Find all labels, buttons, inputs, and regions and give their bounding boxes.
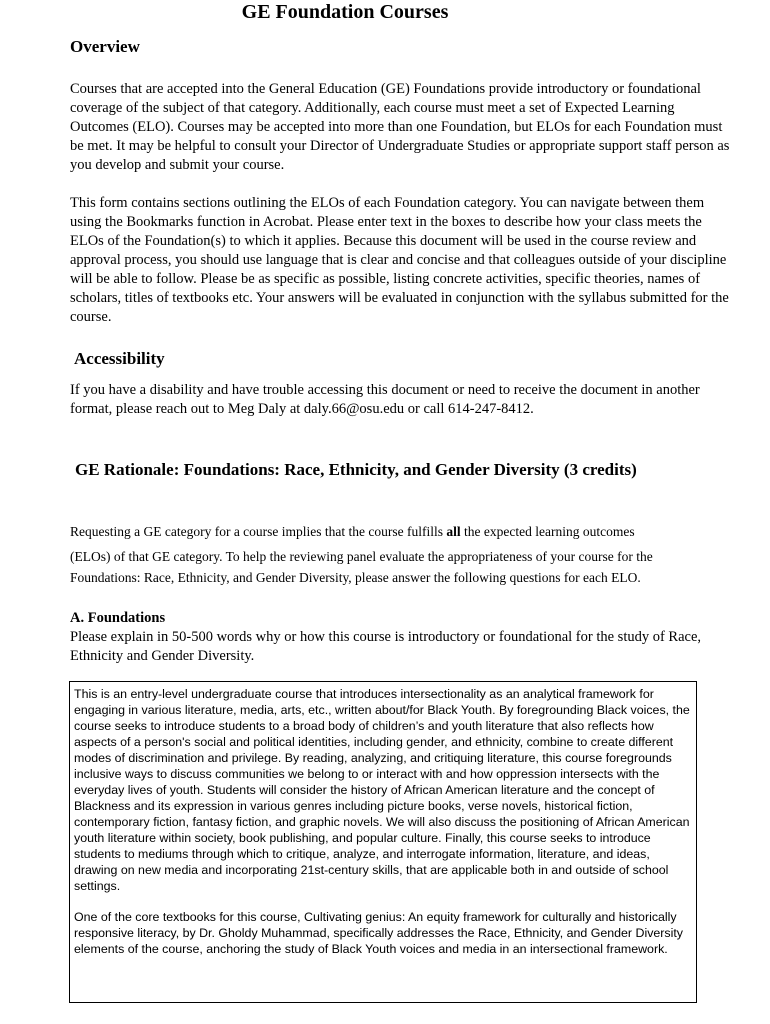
section-a-answer-paragraph-2: One of the core textbooks for this course, Cultivating genius: An equity framework for culturally and historically responsive literacy, by Dr. Gholdy Muhammad, specifically addresses the Race, Ethnicity, and Gender Diversity elements of the course, anchoring the study of Black Youth voices and media in an intersectional framework. <box>74 910 684 956</box>
rationale-heading: GE Rationale: Foundations: Race, Ethnicity, and Gender Diversity (3 credits) <box>75 460 637 479</box>
overview-paragraph-1: Courses that are accepted into the General Education (GE) Foundations provide introductory or foundational coverage of the subject of that category. Additionally, each course must meet a set of Expected Learning Outcomes (ELO). Courses may be accepted into more than one Foundation, but ELOs for each Foundation must be met. It may be helpful to consult your Director of Undergraduate Studies or appropriate support staff person as you develop and submit your course. <box>70 81 730 173</box>
section-a-answer-paragraph-1: This is an entry-level undergraduate course that introduces intersectionality as an analytical framework for engaging in various literature, media, arts, etc., written about/for Black Youth. By foregrounding Black voices, the course seeks to introduce students to a broad body of children’s and youth literature that also reflects how aspects of a person's social and political identities, including gender, and ethnicity, combine to create different modes of discrimination and privilege. By reading, analyzing, and critiquing literature, this course foregrounds inclusive ways to discuss communities we belong to or interact with and how oppression intersects with the everyday lives of youth. Students will consider the history of African American literature and the concept of Blackness and its expression in various genres including picture books, verse novels, historical fiction, contemporary fiction, fantasy fiction, and graphic novels. We will also discuss the positioning of African American youth literature within society, book publishing, and popular culture. Finally, this course seeks to introduce students to mediums through which to critique, analyze, and interrogate information, literature, and ideas, drawing on new media and incorporating 21st-century skills, that are applicable both in and outside of school settings. <box>74 687 690 893</box>
rationale-intro-line-1 <box>70 521 730 542</box>
rationale-intro-bold: all <box>446 524 461 539</box>
accessibility-paragraph: If you have a disability and have trouble accessing this document or need to receive the document in another format, please reach out to Meg Daly at daly.66@osu.edu or call 614-247-8412. <box>70 382 700 417</box>
overview-paragraph-2: This form contains sections outlining the ELOs of each Foundation category. You can navigate between them using the Bookmarks function in Acrobat. Please enter text in the boxes to describe how your class meets the ELOs of the Foundation(s) to which it applies. Because this document will be used in the course review and approval process, you should use language that is clear and concise and that colleagues outside of your discipline will be able to follow. Please be as specific as possible, listing concrete activities, specific theories, names of scholars, titles of textbooks etc. Your answers will be evaluated in conjunction with the syllabus submitted for the course. <box>70 195 729 325</box>
section-a-answer-field[interactable] <box>69 681 697 1003</box>
rationale-intro-text-end: the expected learning outcomes <box>460 524 635 539</box>
accessibility-heading: Accessibility <box>74 349 165 368</box>
rationale-intro-line-2: (ELOs) of that GE category. To help the reviewing panel evaluate the appropriateness of your course for the Foundations: Race, Ethnicity, and Gender Diversity, please answer the following questions for each ELO. <box>70 549 653 585</box>
section-a-prompt: Please explain in 50-500 words why or how this course is introductory or foundational for the study of Race, Ethnicity and Gender Diversity. <box>70 629 702 664</box>
section-a-label: A. Foundations <box>70 610 166 626</box>
rationale-intro-text-start: Requesting a GE category for a course implies that the course fulfills <box>70 524 447 539</box>
overview-heading: Overview <box>70 37 140 56</box>
document-title: GE Foundation Courses <box>241 1 449 23</box>
